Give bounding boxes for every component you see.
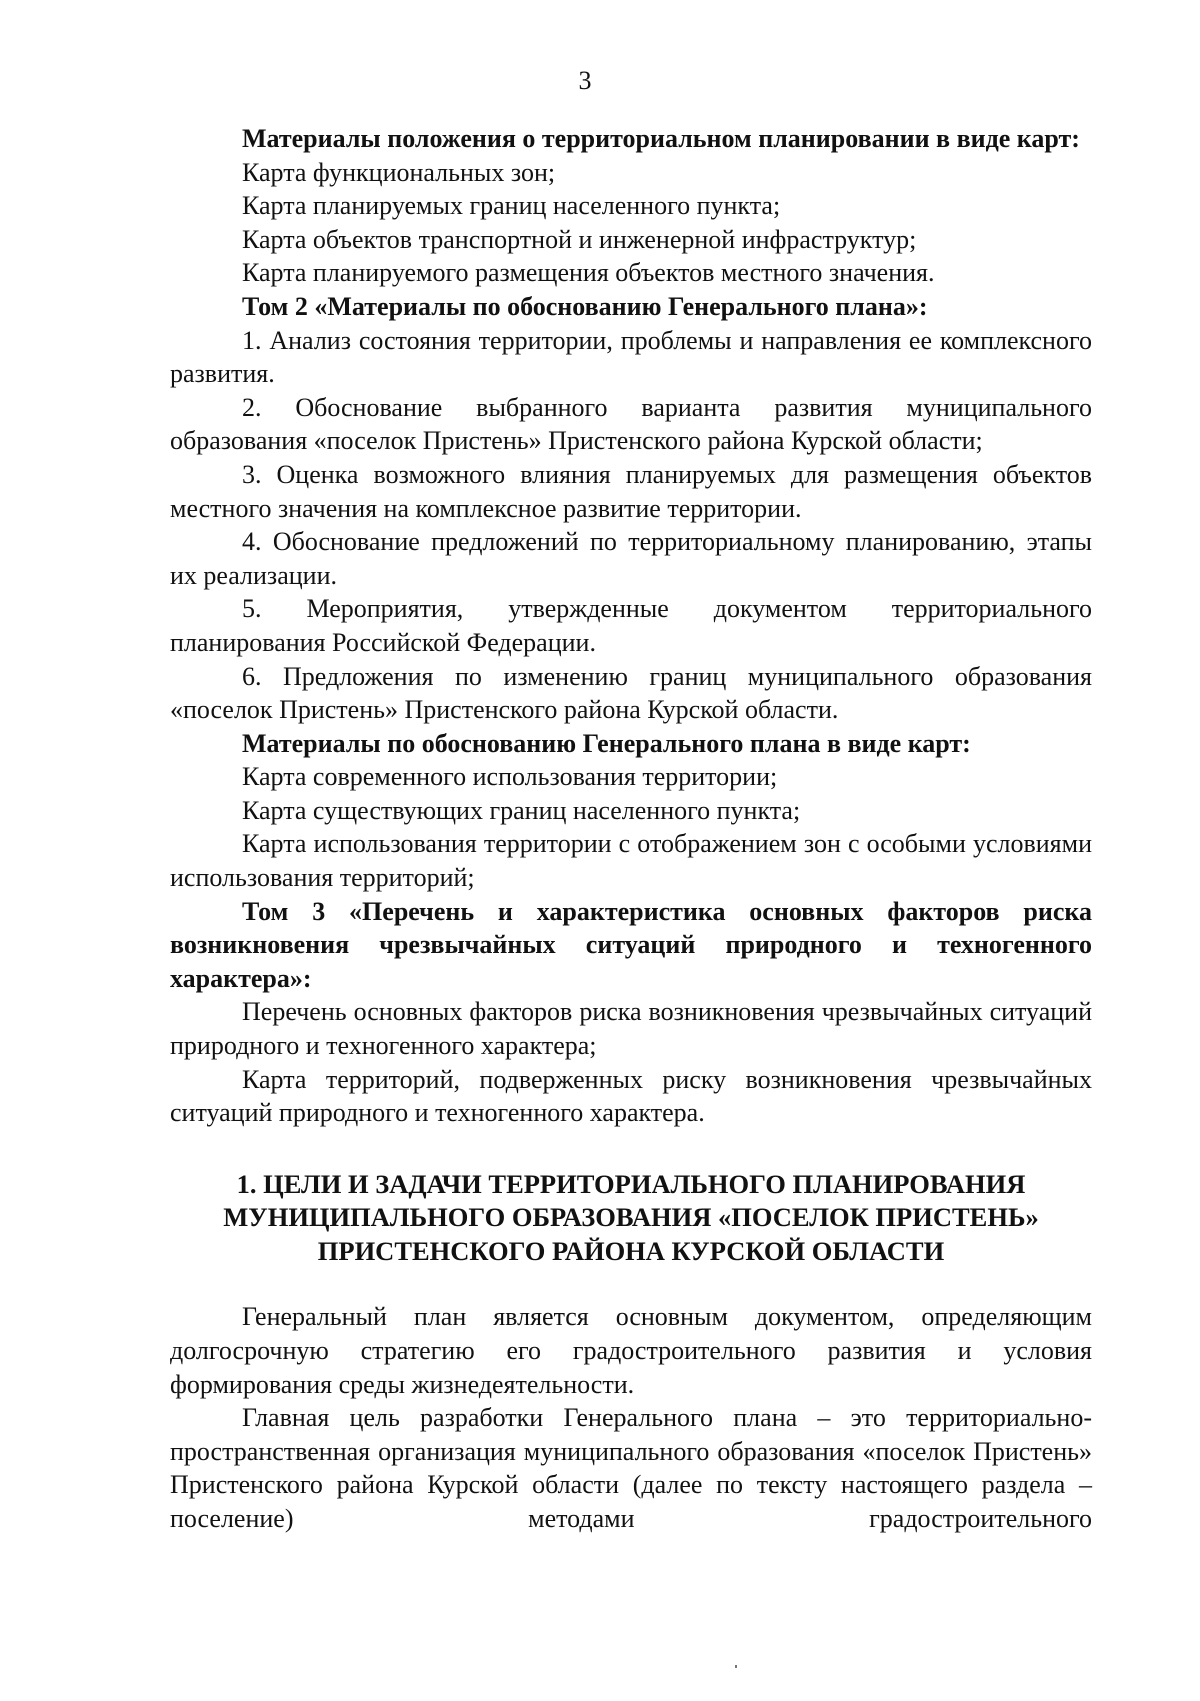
numbered-item: 1. Анализ состояния территории, проблемы и направления ее комплексного развития. bbox=[170, 325, 1092, 389]
section-heading-line: МУНИЦИПАЛЬНОГО ОБРАЗОВАНИЯ «ПОСЕЛОК ПРИСТЕНЬ» bbox=[223, 1202, 1039, 1233]
heading-volume-3: Том 3 «Перечень и характеристика основных факторов риска возникновения чрезвычайных ситуаций природного и техногенного характера»: bbox=[170, 896, 1092, 993]
heading-maps-regulations: Материалы положения о территориальном планировании в виде карт: bbox=[242, 124, 1080, 153]
list-item-map: Карта функциональных зон; bbox=[242, 157, 556, 187]
page-number: 3 bbox=[578, 66, 592, 95]
list-item-map: Карта объектов транспортной и инженерной инфраструктур; bbox=[242, 224, 917, 254]
numbered-item: 2. Обоснование выбранного варианта развития муниципального образования «поселок Пристень» Пристенского района Курской области; bbox=[170, 392, 1092, 456]
list-item-map: Карта использования территории с отображением зон с особыми условиями использования территорий; bbox=[170, 829, 1092, 893]
section-heading-line: 1. ЦЕЛИ И ЗАДАЧИ ТЕРРИТОРИАЛЬНОГО ПЛАНИРОВАНИЯ bbox=[236, 1168, 1026, 1199]
numbered-item: 5. Мероприятия, утвержденные документом территориального планирования Российской Федерации. bbox=[170, 594, 1092, 657]
body-paragraph: Главная цель разработки Генерального плана – это территориально-пространственная организация муниципального образования «поселок Пристень» Пристенского района Курской области (далее по тексту настоящего раздела – поселение) методами градостроительного bbox=[170, 1403, 1092, 1533]
list-item-map: Карта планируемого размещения объектов местного значения. bbox=[242, 258, 935, 288]
list-item-map: Карта существующих границ населенного пункта; bbox=[242, 795, 801, 825]
list-item-map: Карта планируемых границ населенного пункта; bbox=[242, 191, 781, 221]
heading-volume-2: Том 2 «Материалы по обоснованию Генерального плана»: bbox=[242, 291, 928, 321]
numbered-item: 4. Обоснование предложений по территориальному планированию, этапы их реализации. bbox=[170, 527, 1092, 590]
list-item: Перечень основных факторов риска возникновения чрезвычайных ситуаций природного и техногенного характера; bbox=[170, 997, 1092, 1061]
list-item: Карта территорий, подверженных риску возникновения чрезвычайных ситуаций природного и техногенного характера. bbox=[170, 1064, 1092, 1128]
heading-maps-justification: Материалы по обоснованию Генерального плана в виде карт: bbox=[242, 728, 971, 758]
body-paragraph: Генеральный план является основным документом, определяющим долгосрочную стратегию его градостроительного развития и условия формирования среды жизнедеятельности. bbox=[170, 1302, 1092, 1399]
numbered-item: 3. Оценка возможного влияния планируемых для размещения объектов местного значения на комплексное развитие территории. bbox=[170, 459, 1092, 523]
scan-speck bbox=[735, 1665, 737, 1668]
section-heading bbox=[170, 1168, 1092, 1269]
numbered-item: 6. Предложения по изменению границ муниципального образования «поселок Пристень» Пристенского района Курской области. bbox=[170, 661, 1092, 725]
list-item-map: Карта современного использования территории; bbox=[242, 762, 778, 792]
document-body bbox=[170, 122, 1092, 1535]
section-heading-line: ПРИСТЕНСКОГО РАЙОНА КУРСКОЙ ОБЛАСТИ bbox=[317, 1235, 945, 1266]
